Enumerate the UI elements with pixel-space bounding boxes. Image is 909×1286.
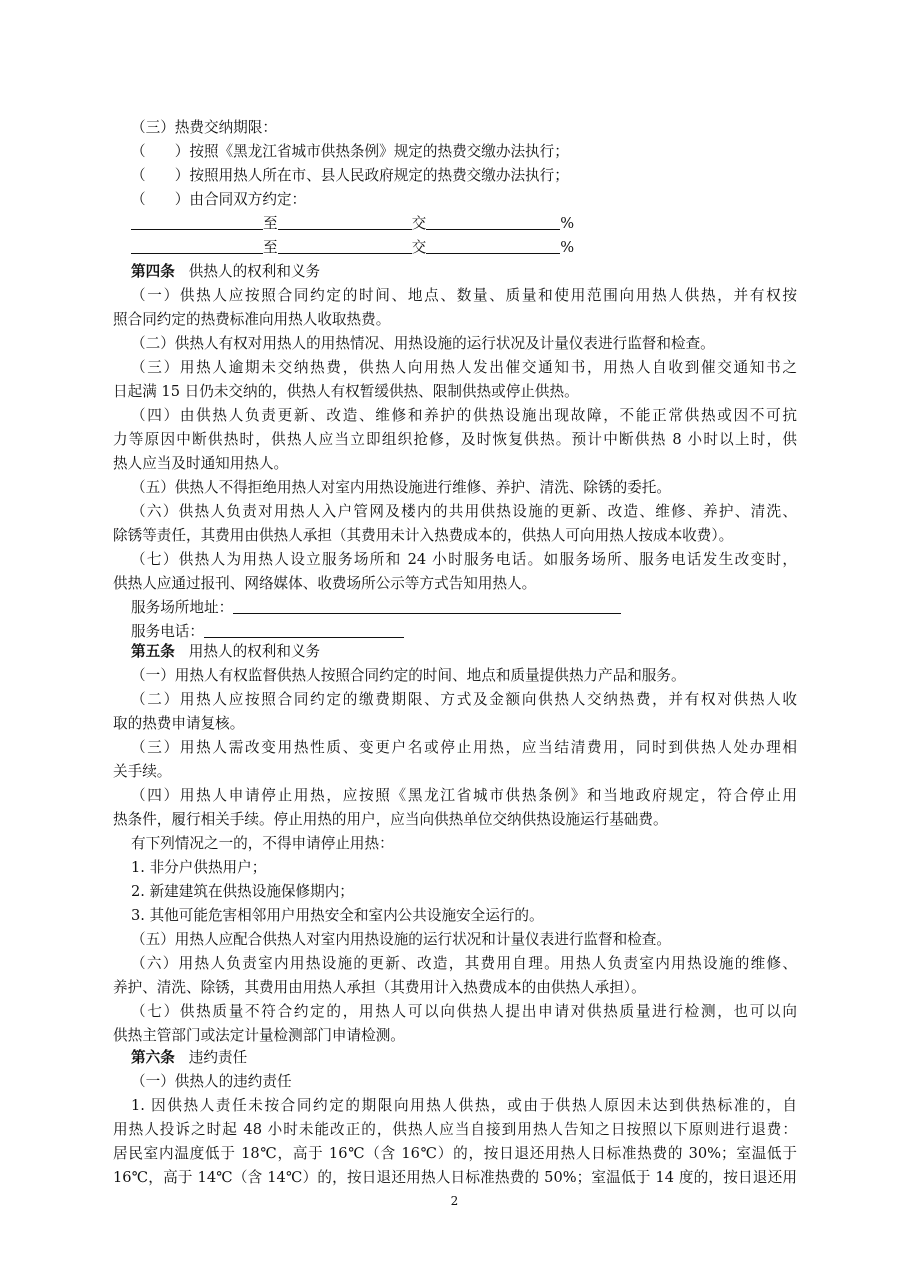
- article-6-heading: [131, 1048, 247, 1068]
- article-5-heading: [131, 642, 320, 662]
- payment-option-3: （ ）由合同双方约定：: [131, 191, 307, 208]
- art5-item-1: 1. 非分户供热用户；: [131, 859, 267, 876]
- art5-p1: （一）用热人有权监督供热人按照合同约定的时间、地点和质量提供热力产品和服务。: [131, 667, 686, 684]
- art6-item1-line4: 16℃，高于 14℃（含 14℃）的，按日退还用热人日标准热费的 50%；室温低于 14 度的，按日退还用: [113, 1169, 797, 1186]
- blank-end-date[interactable]: [278, 214, 412, 230]
- service-address-row: [131, 598, 621, 618]
- article-6-number: 第六条: [131, 1049, 175, 1066]
- art5-p4-line3: 有下列情况之一的，不得申请停止用热：: [131, 835, 394, 852]
- to-label: 至: [263, 239, 278, 256]
- art5-item-2: 2. 新建建筑在供热设施保修期内；: [131, 883, 354, 900]
- art5-p6-line2: 养护、清洗、除锈，其费用由用热人承担（其费用计入热费成本的由供热人承担）。: [113, 979, 646, 996]
- art5-p7-line1: （七）供热质量不符合约定的，用热人可以向供热人提出申请对供热质量进行检测，也可以向: [131, 1003, 797, 1020]
- percent-label: %: [560, 239, 575, 256]
- payment-schedule-row-2: [131, 238, 574, 258]
- art5-p4-line2: 热条件，履行相关手续。停止用热的用户，应当向供热单位交纳供热设施运行基础费。: [113, 811, 668, 828]
- art4-p4-line2: 力等原因中断供热时，供热人应当立即组织抢修，及时恢复供热。预计中断供热 8 小时以上时，供: [113, 431, 797, 448]
- payment-option-2: （ ）按照用热人所在市、县人民政府规定的热费交缴办法执行；: [131, 167, 569, 184]
- service-address-blank[interactable]: [233, 598, 621, 614]
- art4-p2: （二）供热人有权对用热人的用热情况、用热设施的运行状况及计量仪表进行监督和检查。: [131, 335, 715, 352]
- service-phone-blank[interactable]: [204, 622, 404, 638]
- art4-p4-line1: （四）由供热人负责更新、改造、维修和养护的供热设施出现故障，不能正常供热或因不可抗: [131, 407, 797, 424]
- blank-percent[interactable]: [426, 214, 560, 230]
- service-phone-row: [131, 622, 404, 642]
- art5-p7-line2: 供热主管部门或法定计量检测部门申请检测。: [113, 1027, 405, 1044]
- blank-start-date[interactable]: [131, 214, 263, 230]
- art4-p7-line1: （七）供热人为用热人设立服务场所和 24 小时服务电话。如服务场所、服务电话发生改变时，: [131, 551, 797, 568]
- art6-sub-1: （一）供热人的违约责任: [131, 1073, 292, 1090]
- art4-p1-line2: 照合同约定的热费标准向用热人收取热费。: [113, 311, 391, 328]
- article-5-title: 用热人的权利和义务: [188, 643, 321, 660]
- payment-option-1: （ ）按照《黑龙江省城市供热条例》规定的热费交缴办法执行；: [131, 143, 569, 160]
- art4-p3-line1: （三）用热人逾期未交纳热费，供热人向用热人发出催交通知书，用热人自收到催交通知书之: [131, 359, 797, 376]
- art4-p4-line3: 热人应当及时通知用热人。: [113, 455, 289, 472]
- art4-p3-line2: 日起满 15 日仍未交纳的，供热人有权暂缓供热、限制供热或停止供热。: [113, 383, 579, 400]
- art5-p6-line1: （六）用热人负责室内用热设施的更新、改造，其费用自理。用热人负责室内用热设施的维修、: [131, 955, 797, 972]
- art5-p3-line1: （三）用热人需改变用热性质、变更户名或停止用热，应当结清费用，同时到供热人处办理相: [131, 739, 797, 756]
- art4-p5: （五）供热人不得拒绝用热人对室内用热设施进行维修、养护、清洗、除锈的委托。: [131, 479, 671, 496]
- service-phone-label: 服务电话：: [131, 623, 204, 640]
- payment-schedule-row-1: [131, 214, 574, 234]
- article-4-title: 供热人的权利和义务: [188, 263, 321, 280]
- page-number: 2: [450, 1194, 459, 1208]
- blank-end-date[interactable]: [278, 238, 412, 254]
- art5-p3-line2: 关手续。: [113, 763, 172, 780]
- percent-label: %: [560, 215, 575, 232]
- art5-p5: （五）用热人应配合供热人对室内用热设施的运行状况和计量仪表进行监督和检查。: [131, 931, 671, 948]
- art5-p2-line1: （二）用热人应按照合同约定的缴费期限、方式及金额向供热人交纳热费，并有权对供热人收: [131, 691, 797, 708]
- art6-item1-line2: 用热人投诉之时起 48 小时未能改正的，供热人应当自接到用热人告知之日按照以下原则进行退费：: [113, 1121, 797, 1138]
- blank-start-date[interactable]: [131, 238, 263, 254]
- art5-p2-line2: 取的热费申请复核。: [113, 715, 245, 732]
- art4-p7-line2: 供热人应通过报刊、网络媒体、收费场所公示等方式告知用热人。: [113, 575, 537, 592]
- pay-label: 交: [411, 215, 427, 232]
- art6-item1-line3: 居民室内温度低于 18℃，高于 16℃（含 16℃）的，按日退还用热人日标准热费的 30%；室温低于: [113, 1145, 797, 1162]
- blank-percent[interactable]: [426, 238, 560, 254]
- art4-p1-line1: （一）供热人应按照合同约定的时间、地点、数量、质量和使用范围向用热人供热，并有权按: [131, 287, 797, 304]
- article-4-number: 第四条: [131, 263, 175, 280]
- art6-item1-line1: 1. 因供热人责任未按合同约定的期限向用热人供热，或由于供热人原因未达到供热标准的，自: [131, 1097, 797, 1114]
- to-label: 至: [263, 215, 278, 232]
- art4-p6-line2: 除锈等责任，其费用由供热人承担（其费用未计入热费成本的，供热人可向用热人按成本收费）。: [113, 527, 734, 544]
- payment-term-heading: （三）热费交纳期限：: [131, 119, 277, 136]
- article-6-title: 违约责任: [188, 1049, 248, 1066]
- art4-p6-line1: （六）供热人负责对用热人入户管网及楼内的共用供热设施的更新、改造、维修、养护、清洗、: [131, 503, 797, 520]
- service-address-label: 服务场所地址：: [131, 599, 234, 616]
- art5-item-3: 3. 其他可能危害相邻用户用热安全和室内公共设施安全运行的。: [131, 907, 544, 924]
- art5-p4-line1: （四）用热人申请停止用热，应按照《黑龙江省城市供热条例》和当地政府规定，符合停止用: [131, 787, 797, 804]
- pay-label: 交: [411, 239, 427, 256]
- article-4-heading: [131, 262, 320, 282]
- article-5-number: 第五条: [131, 643, 175, 660]
